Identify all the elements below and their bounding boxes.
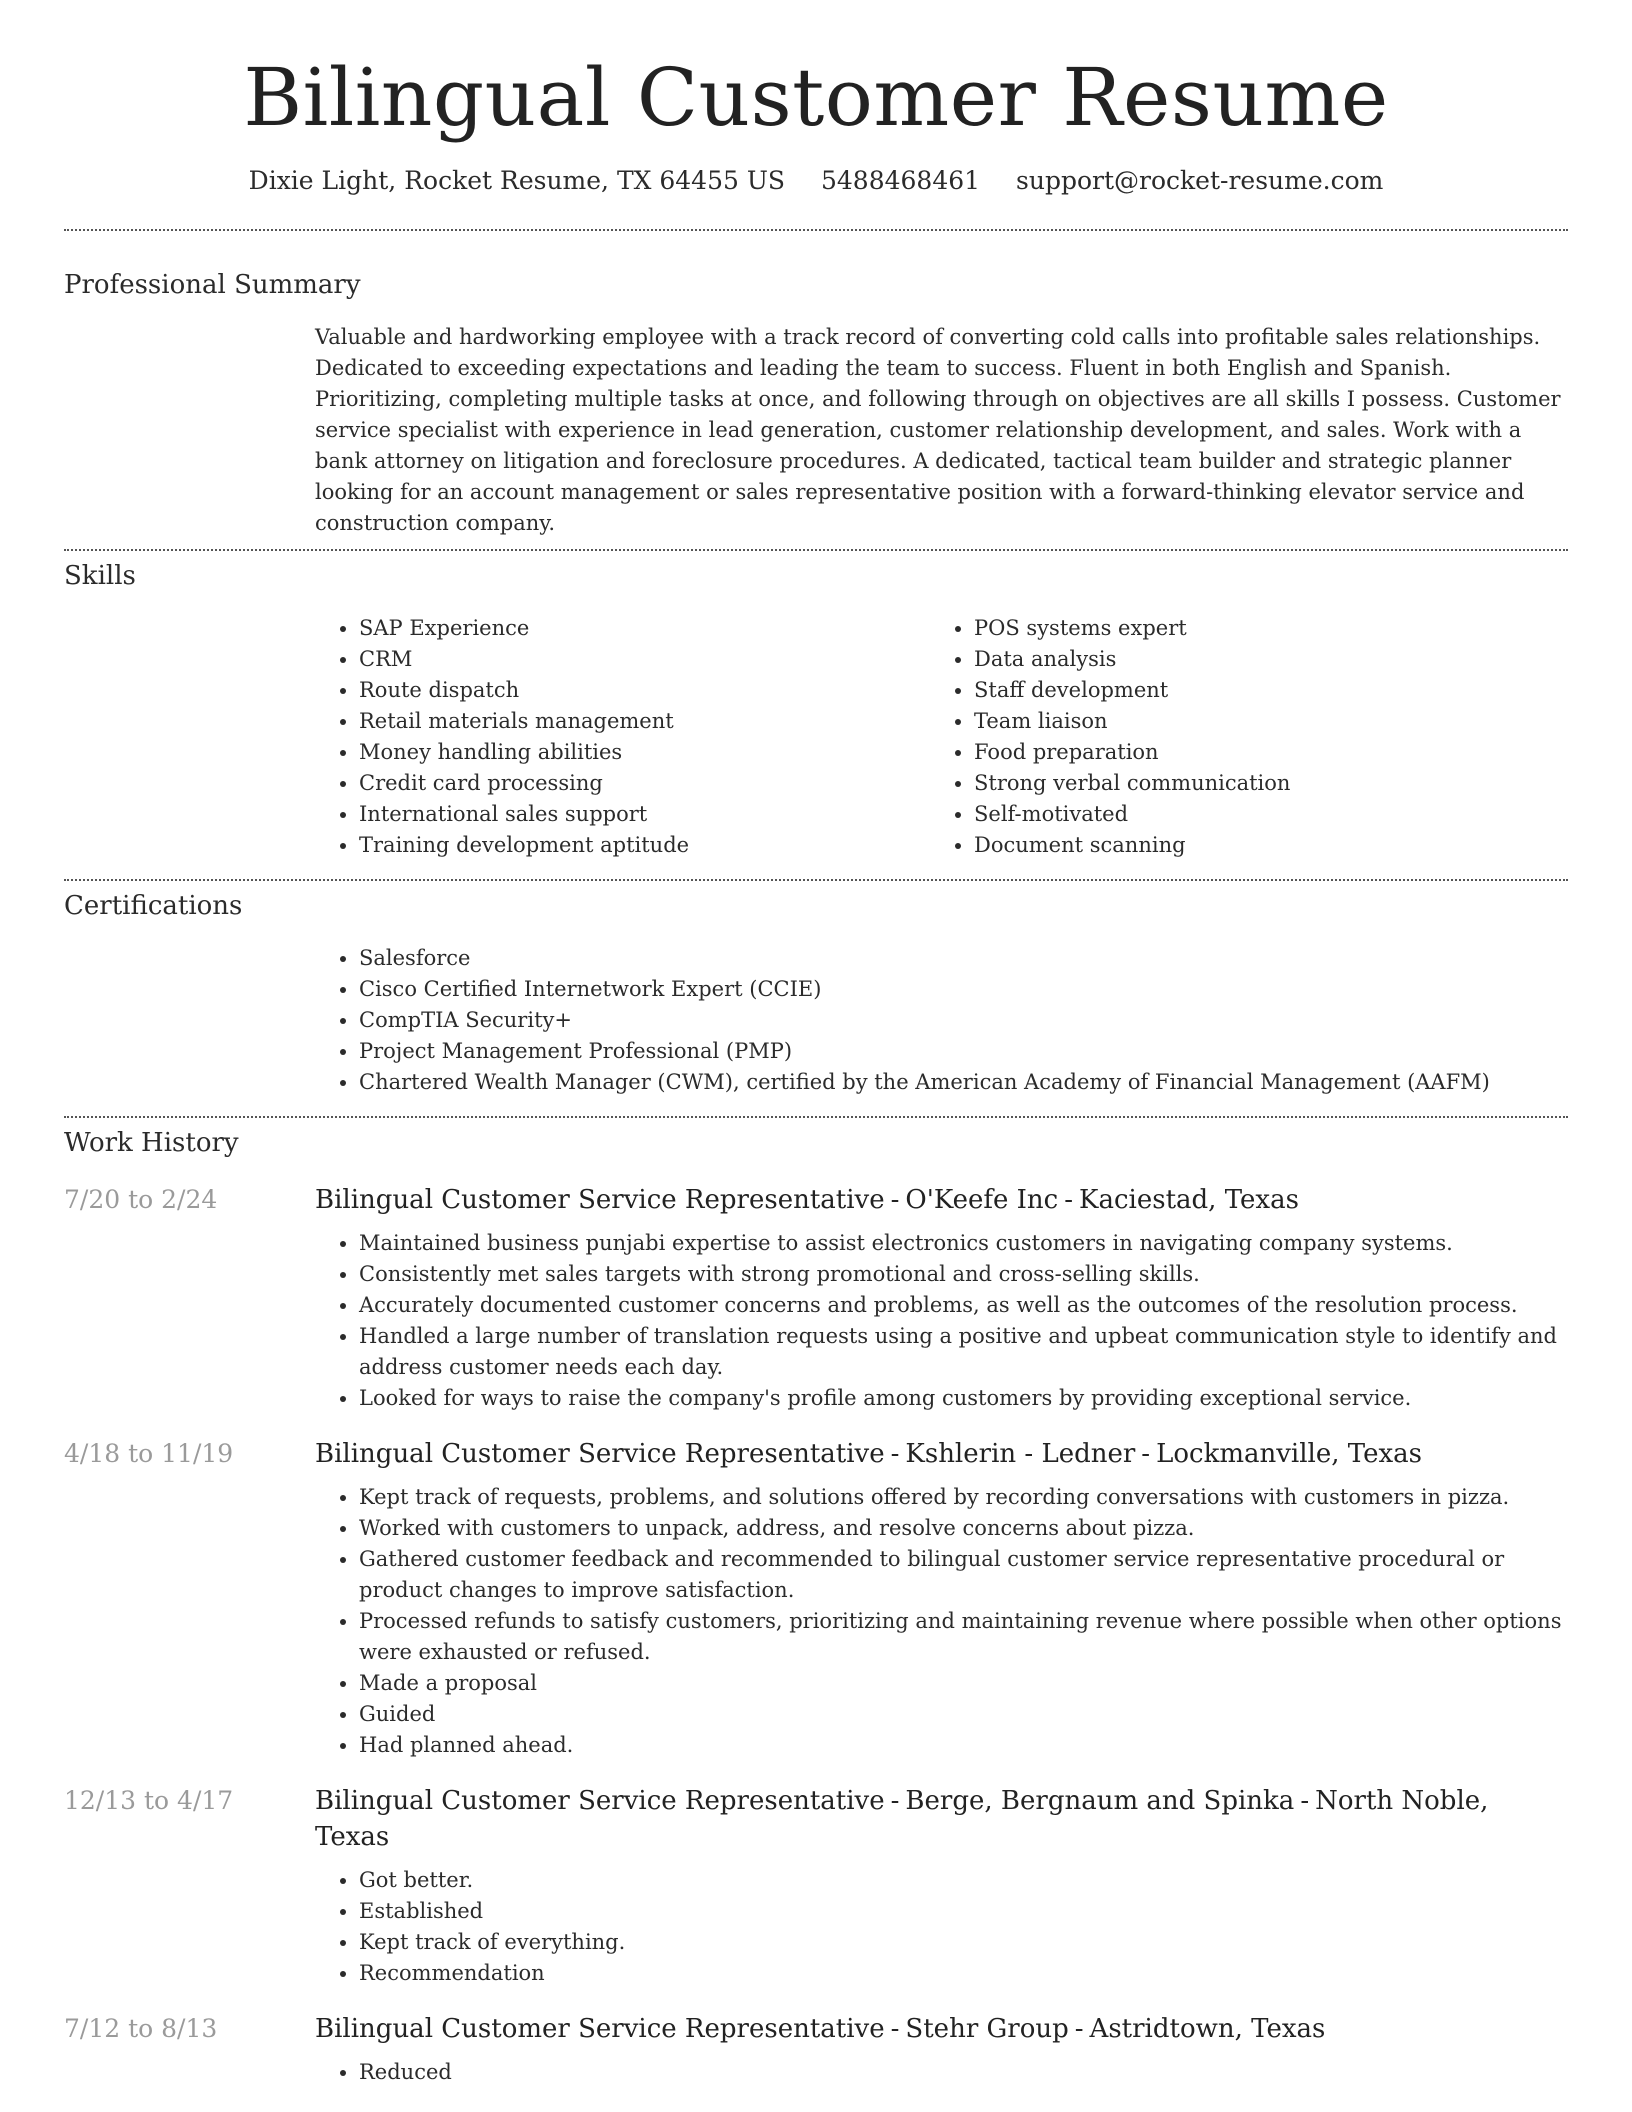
skill-item: • Strong verbal communication [974, 768, 1545, 799]
skill-item: • POS systems expert [974, 613, 1545, 644]
skill-item: • CRM [359, 644, 930, 675]
skill-item: • SAP Experience [359, 613, 930, 644]
job-body [315, 1182, 1568, 1414]
skill-item: • Retail materials management [359, 706, 930, 737]
job-entry [64, 2011, 1568, 2088]
job-body [315, 1783, 1568, 1989]
contact-phone: 5488468461 [821, 166, 981, 195]
job-bullet: • Maintained business punjabi expertise to assist electronics customers in navigating company systems. [359, 1228, 1568, 1259]
job-title: Bilingual Customer Service Representative - Stehr Group - Astridtown, Texas [315, 2014, 1326, 2044]
job-dates: 7/20 to 2/24 [64, 1185, 218, 1214]
job-company: Stehr Group [905, 2014, 1069, 2044]
certification-item: • CompTIA Security+ [359, 1005, 1568, 1036]
job-entry [64, 1182, 1568, 1414]
job-dates: 7/12 to 8/13 [64, 2014, 218, 2043]
job-bullet: • Handled a large number of translation requests using a positive and upbeat communication style to identify and address customer needs each day. [359, 1321, 1568, 1383]
job-bullet: • Looked for ways to raise the company's profile among customers by providing exceptional service. [359, 1383, 1568, 1414]
divider [64, 549, 1568, 551]
skill-item: • Credit card processing [359, 768, 930, 799]
certification-item: • Chartered Wealth Manager (CWM), certified by the American Academy of Financial Management (AAFM) [359, 1067, 1568, 1098]
certification-item: • Salesforce [359, 943, 1568, 974]
certification-item: • Project Management Professional (PMP) [359, 1036, 1568, 1067]
job-entry [64, 1436, 1568, 1761]
skill-item: • Self-motivated [974, 799, 1545, 830]
summary-block [315, 322, 1568, 539]
job-location: Astridtown, Texas [1089, 2014, 1326, 2044]
job-body [315, 2011, 1568, 2088]
section-title-certifications: Certifications [64, 891, 243, 921]
section-title-work-history: Work History [64, 1128, 239, 1158]
job-bullet: • Processed refunds to satisfy customers, prioritizing and maintaining revenue where possible when other options were exhausted or refused. [359, 1606, 1568, 1668]
job-title: Bilingual Customer Service Representative - Kshlerin - Ledner - Lockmanville, Texas [315, 1439, 1422, 1469]
job-role: Bilingual Customer Service Representative [315, 1185, 885, 1215]
job-company: O'Keefe Inc [905, 1185, 1059, 1215]
job-dates: 12/13 to 4/17 [64, 1786, 234, 1815]
divider [64, 879, 1568, 881]
job-role: Bilingual Customer Service Representative [315, 2014, 885, 2044]
job-bullet: • Made a proposal [359, 1668, 1568, 1699]
job-bullet: • Worked with customers to unpack, address, and resolve concerns about pizza. [359, 1513, 1568, 1544]
job-dates: 4/18 to 11/19 [64, 1439, 234, 1468]
resume-title: Bilingual Customer Resume [243, 51, 1389, 144]
skill-item: • Money handling abilities [359, 737, 930, 768]
job-bullet: • Recommendation [359, 1958, 1568, 1989]
skill-item: • Training development aptitude [359, 830, 930, 861]
skill-item: • Route dispatch [359, 675, 930, 706]
certification-item: • Cisco Certified Internetwork Expert (CCIE) [359, 974, 1568, 1005]
resume-page [64, 0, 1568, 2088]
skill-item: • International sales support [359, 799, 930, 830]
job-bullet: • Reduced [359, 2057, 1568, 2088]
job-role: Bilingual Customer Service Representative [315, 1439, 885, 1469]
skill-item: • Document scanning [974, 830, 1545, 861]
job-title: Bilingual Customer Service Representative - Berge, Bergnaum and Spinka - North Noble, Texas [315, 1786, 1489, 1852]
job-bullet: • Had planned ahead. [359, 1730, 1568, 1761]
skill-item: • Data analysis [974, 644, 1545, 675]
skill-item: • Food preparation [974, 737, 1545, 768]
section-title-summary: Professional Summary [64, 270, 361, 300]
job-location: North Noble, Texas [315, 1786, 1489, 1852]
job-bullet: • Guided [359, 1699, 1568, 1730]
skills-column-right [930, 613, 1545, 861]
certifications-block [315, 943, 1568, 1098]
contact-line [64, 166, 1568, 195]
job-bullet: • Gathered customer feedback and recommended to bilingual customer service representative procedural or product changes to improve satisfaction. [359, 1544, 1568, 1606]
divider [64, 229, 1568, 231]
contact-email[interactable]: support@rocket-resume.com [1016, 166, 1384, 195]
summary-text: Valuable and hardworking employee with a track record of converting cold calls into profitable sales relationships. Dedicated to exceeding expectations and leading the team to success. Fluent in both English and Spanish. Prioritizing, completing multiple tasks at once, and following through on objectives are all skills I possess. Customer service specialist with experience in lead generation, customer relationship development, and sales. Work with a bank attorney on litigation and foreclosure procedures. A dedicated, tactical team builder and strategic planner looking for an account management or sales representative position with a forward-thinking elevator service and construction company. [315, 325, 1561, 535]
job-entry [64, 1783, 1568, 1989]
section-title-skills: Skills [64, 561, 136, 591]
job-location: Kaciestad, Texas [1079, 1185, 1299, 1215]
job-bullet: • Kept track of everything. [359, 1927, 1568, 1958]
job-body [315, 1436, 1568, 1761]
skills-grid [315, 613, 1568, 861]
job-title: Bilingual Customer Service Representative - O'Keefe Inc - Kaciestad, Texas [315, 1185, 1299, 1215]
job-location: Lockmanville, Texas [1156, 1439, 1422, 1469]
contact-address: Dixie Light, Rocket Resume, TX 64455 US [248, 166, 786, 195]
job-company: Kshlerin - Ledner [905, 1439, 1136, 1469]
job-bullet: • Accurately documented customer concerns and problems, as well as the outcomes of the resolution process. [359, 1290, 1568, 1321]
job-bullet: • Established [359, 1896, 1568, 1927]
skill-item: • Staff development [974, 675, 1545, 706]
skills-column-left [315, 613, 930, 861]
skill-item: • Team liaison [974, 706, 1545, 737]
divider [64, 1116, 1568, 1118]
job-bullet: • Got better. [359, 1865, 1568, 1896]
job-bullet: • Consistently met sales targets with strong promotional and cross-selling skills. [359, 1259, 1568, 1290]
job-role: Bilingual Customer Service Representative [315, 1786, 885, 1816]
job-bullet: • Kept track of requests, problems, and solutions offered by recording conversations with customers in pizza. [359, 1482, 1568, 1513]
job-company: Berge, Bergnaum and Spinka [905, 1786, 1295, 1816]
